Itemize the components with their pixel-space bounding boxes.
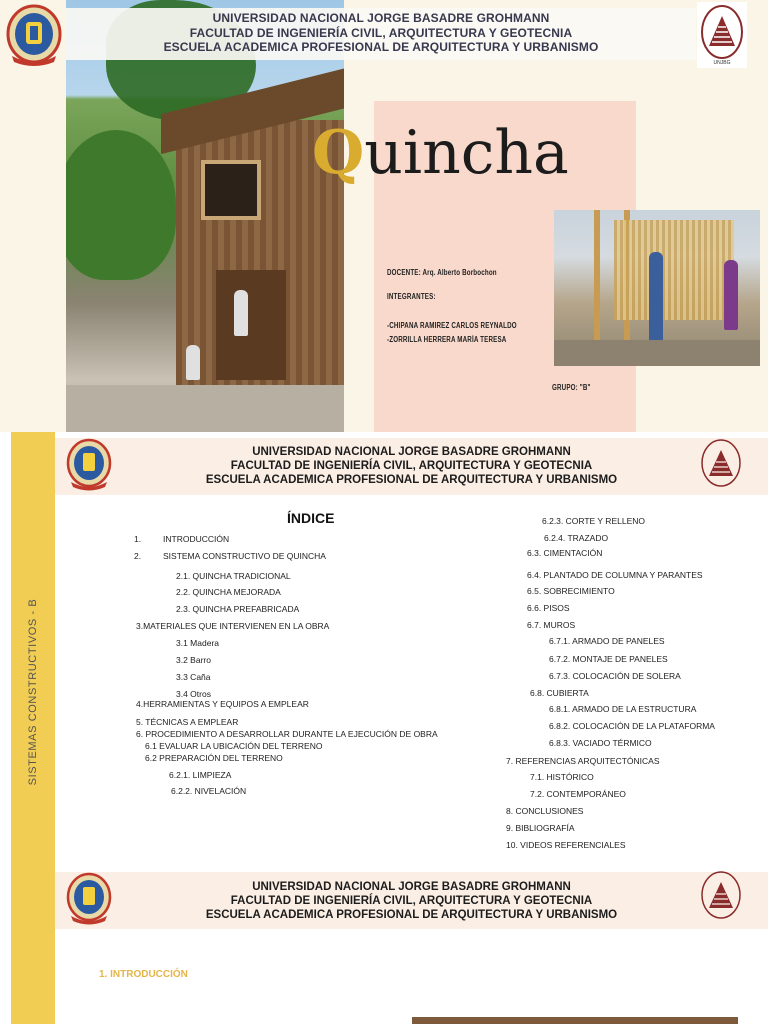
toc-number: 2. [134,551,142,561]
intro-photo [412,1017,738,1024]
toc-item[interactable]: 6.4. PLANTADO DE COLUMNA Y PARANTES [527,570,703,580]
toc-item[interactable]: 6. PROCEDIMIENTO A DESARROLLAR DURANTE LA EJECUCIÓN DE OBRA [136,729,438,739]
toc-item[interactable]: 6.7.2. MONTAJE DE PANELES [549,654,668,664]
toc-item[interactable]: 3.MATERIALES QUE INTERVIENEN EN LA OBRA [136,621,330,631]
worker-figure [724,260,738,330]
university-name: UNIVERSIDAD NACIONAL JORGE BASADRE GROHMANN [212,11,550,25]
toc-item[interactable]: 6.7.3. COLOCACIÓN DE SOLERA [549,671,681,681]
worker-figure [649,252,663,342]
title-rest: uincha [364,118,569,188]
toc-item[interactable]: 6.7. MUROS [527,620,576,630]
cover-page [0,0,768,432]
university-crest-icon [6,4,62,68]
toc-item[interactable]: 8. CONCLUSIONES [506,806,584,816]
toc-item[interactable]: 6.2.2. NIVELACIÓN [171,786,247,796]
toc-item[interactable]: 2.2. QUINCHA MEJORADA [176,587,281,597]
toc-item[interactable]: 6.8. CUBIERTA [530,688,589,698]
faculty-name: FACULTAD DE INGENIERÍA CIVIL, ARQUITECTURA Y GEOTECNIA [189,25,573,40]
faculty-logo [697,2,747,68]
toc-item[interactable]: 3.2 Barro [176,655,211,665]
index-page [0,432,768,1024]
quincha-house-photo [66,0,344,432]
intro-heading: 1. INTRODUCCIÓN [99,969,188,980]
construction-photo [554,210,760,366]
integrantes-label: INTEGRANTES: [387,292,436,301]
toc-text: INTRODUCCIÓN [163,534,230,544]
ground [554,340,760,366]
grupo-text: GRUPO: "B" [552,383,591,392]
toc-item[interactable]: 6.5. SOBRECIMIENTO [527,586,615,596]
university-name: UNIVERSIDAD NACIONAL JORGE BASADRE GROHMANN [252,446,571,458]
integrante-1: -CHIPANA RAMIREZ CARLOS REYNALDO [387,321,517,330]
title-initial: Q [312,118,365,188]
cover-title [312,118,569,188]
toc-item[interactable]: 6.2.1. LIMPIEZA [169,770,232,780]
faculty-logo-text: UNJBG [713,60,731,66]
toc-item[interactable]: 7. REFERENCIAS ARQUITECTÓNICAS [506,756,660,766]
toc-item[interactable]: 6.2.4. TRAZADO [544,533,609,543]
toc-item[interactable]: 7.1. HISTÓRICO [530,772,594,782]
faculty-name: FACULTAD DE INGENIERÍA CIVIL, ARQUITECTURA Y GEOTECNIA [230,460,593,472]
toc-item[interactable] [134,534,230,544]
cover-header [66,11,696,55]
toc-item[interactable]: 6.1 EVALUAR LA UBICACIÓN DEL TERRENO [145,741,323,751]
toc-item[interactable] [134,551,326,561]
toc-item[interactable]: 6.3. CIMENTACIÓN [527,548,603,558]
toc-item[interactable]: 5. TÉCNICAS A EMPLEAR [136,717,239,727]
docente-text: DOCENTE: Arq. Alberto Borbochon [387,268,497,277]
worker-figure [234,290,248,336]
toc-item[interactable]: 3.3 Caña [176,672,211,682]
tree-shape [66,130,176,280]
toc-item[interactable]: 2.1. QUINCHA TRADICIONAL [176,571,291,581]
house-door [216,270,286,380]
school-name: ESCUELA ACADEMICA PROFESIONAL DE ARQUITECTURA Y URBANISMO [205,909,618,921]
next-header [55,880,768,922]
house-window [201,160,261,220]
toc-number: 1. [134,534,142,544]
toc-item[interactable]: 6.7.1. ARMADO DE PANELES [549,636,665,646]
toc-item[interactable]: 6.8.2. COLOCACIÓN DE LA PLATAFORMA [549,721,715,731]
toc-item[interactable]: 6.2.3. CORTE Y RELLENO [542,516,645,526]
toc-item[interactable]: 9. BIBLIOGRAFÍA [506,823,575,833]
faculty-seal-icon [697,2,747,68]
school-name: ESCUELA ACADEMICA PROFESIONAL DE ARQUITECTURA Y URBANISMO [205,474,618,486]
side-label: SISTEMAS CONSTRUCTIVOS - B [27,598,39,786]
index-title: ÍNDICE [287,510,335,526]
toc-item[interactable]: 2.3. QUINCHA PREFABRICADA [176,604,300,614]
university-name: UNIVERSIDAD NACIONAL JORGE BASADRE GROHMANN [252,881,571,893]
bamboo-panel [614,220,734,320]
toc-item[interactable]: 6.8.1. ARMADO DE LA ESTRUCTURA [549,704,697,714]
toc-item[interactable]: 3.1 Madera [176,638,219,648]
toc-item[interactable]: 3.4 Otros [176,689,211,699]
index-header [55,445,768,487]
toc-item[interactable]: 6.8.3. VACIADO TÉRMICO [549,738,652,748]
toc-item[interactable]: 7.2. CONTEMPORÁNEO [530,789,626,799]
faculty-name: FACULTAD DE INGENIERÍA CIVIL, ARQUITECTURA Y GEOTECNIA [230,895,593,907]
toc-item[interactable]: 6.6. PISOS [527,603,570,613]
toc-item[interactable]: 10. VIDEOS REFERENCIALES [506,840,626,850]
integrante-2: -ZORRILLA HERRERA MARÍA TERESA [387,335,507,344]
toc-text: SISTEMA CONSTRUCTIVO DE QUINCHA [163,551,326,561]
toc-item[interactable]: 4.HERRAMIENTAS Y EQUIPOS A EMPLEAR [136,699,309,709]
worker-figure [186,345,200,380]
school-name: ESCUELA ACADEMICA PROFESIONAL DE ARQUITECTURA Y URBANISMO [163,40,599,54]
toc-item[interactable]: 6.2 PREPARACIÓN DEL TERRENO [145,753,283,763]
ground [66,385,344,432]
